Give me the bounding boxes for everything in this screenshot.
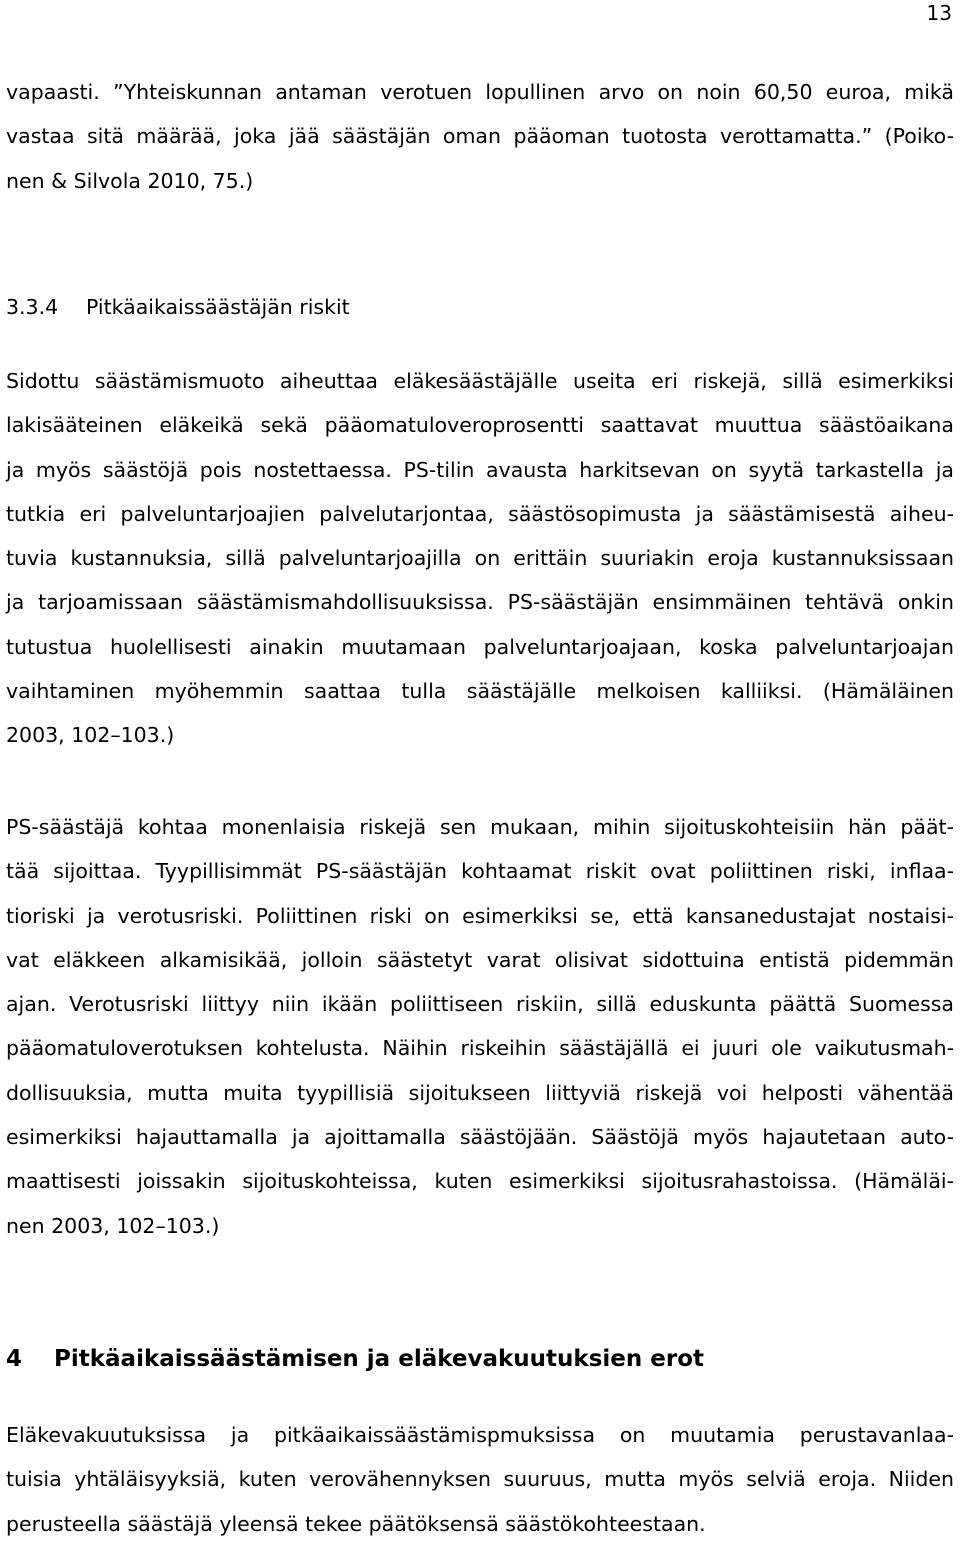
- text-line: vat eläkkeen alkamisikää, jolloin säästetyt varat olisivat sidottuina entistä pidemmän: [6, 947, 954, 972]
- text-line: lakisääteinen eläkeikä sekä pääomatuloveroprosentti saattavat muuttua säästöaikana: [6, 413, 954, 438]
- text-line: ja myös säästöjä pois nostettaessa. PS-tilin avausta harkitsevan on syytä tarkastella ja: [6, 457, 954, 482]
- section-heading-4: [6, 1344, 704, 1374]
- text-line: maattisesti joissakin sijoituskohteissa, kuten esimerkiksi sijoitusrahastoissa. (Hämäläi-: [6, 1169, 954, 1194]
- text-line: 2003, 102–103.): [6, 723, 175, 748]
- page-number: 13: [926, 1, 952, 25]
- text-line: nen 2003, 102–103.): [6, 1213, 220, 1238]
- text-line: tuvia kustannuksia, sillä palveluntarjoajilla on erittäin suuriakin eroja kustannuksissaan: [6, 546, 954, 571]
- text-line: tuisia yhtäläisyyksiä, kuten verovähennyksen suuruus, mutta myös selviä eroja. Niiden: [6, 1467, 954, 1492]
- text-line: vastaa sitä määrää, joka jää säästäjän oman pääoman tuotosta verottamatta.” (Poiko-: [6, 124, 954, 149]
- paragraph-risks-2: [6, 805, 954, 1248]
- text-line: Sidottu säästämismuoto aiheuttaa eläkesäästäjälle useita eri riskejä, sillä esimerkiksi: [6, 369, 954, 393]
- text-line: dollisuuksia, mutta muita tyypillisiä sijoitukseen liittyviä riskejä voi helposti vähentää: [6, 1080, 954, 1105]
- text-line: Eläkevakuutuksissa ja pitkäaikaissäästämispmuksissa on muutamia perustavanlaa-: [6, 1423, 954, 1447]
- text-line: ajan. Verotusriski liittyy niin ikään poliittiseen riskiin, sillä eduskunta päättä Suomessa: [6, 992, 954, 1017]
- section-title: Pitkäaikaissäästäjän riskit: [86, 295, 350, 319]
- section-heading-3-3-4: [6, 292, 350, 322]
- text-line: ja tarjoamissaan säästämismahdollisuuksissa. PS-säästäjän ensimmäinen tehtävä onkin: [6, 590, 954, 615]
- text-line: perusteella säästäjä yleensä tekee päätöksensä säästökohteestaan.: [6, 1511, 706, 1536]
- text-line: tutustua huolellisesti ainakin muutamaan palveluntarjoajaan, koska palveluntarjoajan: [6, 634, 954, 659]
- text-line: nen & Silvola 2010, 75.): [6, 168, 254, 193]
- paragraph-intro: [6, 70, 954, 203]
- text-line: vaihtaminen myöhemmin saattaa tulla säästäjälle melkoisen kalliiksi. (Hämäläinen: [6, 679, 954, 704]
- text-line: tutkia eri palveluntarjoajien palvelutarjontaa, säästösopimusta ja säästämisestä aiheu-: [6, 501, 954, 526]
- section-title: Pitkäaikaissäästämisen ja eläkevakuutuksien erot: [54, 1346, 705, 1372]
- text-line: tioriski ja verotusriski. Poliittinen riski on esimerkiksi se, että kansanedustajat nostaisi-: [6, 903, 954, 928]
- text-line: pääomatuloverotuksen kohtelusta. Näihin riskeihin säästäjällä ei juuri ole vaikutusmah-: [6, 1036, 954, 1061]
- section-number: 3.3.4: [6, 295, 59, 319]
- text-line: esimerkiksi hajauttamalla ja ajoittamalla säästöjään. Säästöjä myös hajautetaan auto-: [6, 1125, 954, 1150]
- paragraph-risks-1: [6, 359, 954, 758]
- section-number: 4: [6, 1346, 23, 1372]
- text-line: tää sijoittaa. Tyypillisimmät PS-säästäjän kohtaamat riskit ovat poliittinen riski, inflaa-: [6, 859, 954, 884]
- text-line: PS-säästäjä kohtaa monenlaisia riskejä sen mukaan, mihin sijoituskohteisiin hän päät-: [6, 815, 954, 839]
- text-line: vapaasti. ”Yhteiskunnan antaman verotuen lopullinen arvo on noin 60,50 euroa, mikä: [6, 80, 954, 104]
- paragraph-section-4: [6, 1413, 954, 1546]
